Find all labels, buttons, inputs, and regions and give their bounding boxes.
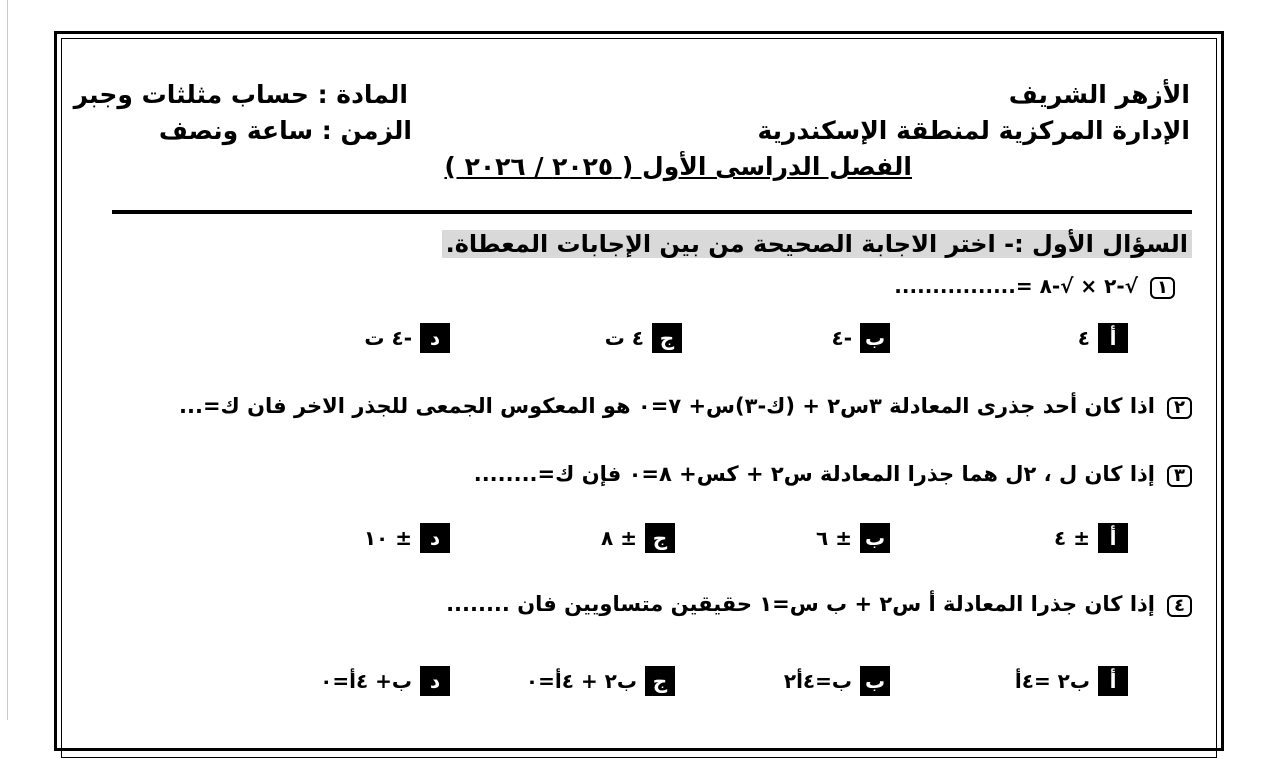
option-c[interactable] [526, 666, 675, 696]
question-number: ٢ [1167, 397, 1192, 419]
option-letter: ج [645, 666, 675, 696]
option-a[interactable] [1015, 666, 1128, 696]
option-text: ± ٦ [816, 526, 852, 550]
question-3 [474, 464, 1192, 487]
option-b[interactable] [831, 323, 890, 353]
question-number: ٤ [1167, 595, 1192, 617]
question-text: إذا كان جذرا المعادلة أ س٢ + ب س=١ حقيقين متساويين فان ........ [446, 592, 1155, 616]
option-text: ب٢ =٤أ [1014, 669, 1090, 693]
option-text: ± ٤ [1054, 526, 1090, 550]
option-d[interactable] [364, 523, 450, 553]
question-text: √-٢ × √-٨ =................ [894, 274, 1138, 298]
option-letter: ج [652, 323, 682, 353]
option-c[interactable] [601, 523, 675, 553]
option-d[interactable] [364, 323, 450, 353]
option-letter: ب [860, 323, 890, 353]
option-text: ± ١٠ [363, 526, 412, 550]
option-letter: ج [645, 523, 675, 553]
option-letter: د [420, 523, 450, 553]
option-a[interactable] [1054, 523, 1128, 553]
header-time: الزمن : ساعة ونصف [158, 116, 412, 145]
header-dept: الإدارة المركزية لمنطقة الإسكندرية [757, 116, 1190, 145]
question-number: ١ [1150, 277, 1175, 299]
option-letter: د [420, 666, 450, 696]
page-edge [7, 0, 8, 720]
option-c[interactable] [605, 323, 682, 353]
header-org: الأزهر الشريف [1008, 80, 1190, 109]
option-text: -٤ [831, 326, 852, 350]
question-text: إذا كان ل ، ٢ل هما جذرا المعادلة س٢ + كس+ ٨=٠ فإن ك=........ [473, 462, 1155, 486]
header-subject: المادة : حساب مثلثات وجبر [73, 80, 408, 109]
option-text: ب=٤أ٢ [783, 669, 852, 693]
header-divider [112, 210, 1192, 214]
option-letter: أ [1098, 523, 1128, 553]
question-4 [446, 594, 1192, 617]
question-number: ٣ [1167, 465, 1192, 487]
option-letter: أ [1098, 323, 1128, 353]
option-text: ٤ ت [604, 326, 644, 350]
option-text: ٤ [1077, 326, 1090, 350]
option-letter: ب [860, 666, 890, 696]
option-text: ± ٨ [601, 526, 637, 550]
header-term: الفصل الدراسى الأول ( ٢٠٢٥ / ٢٠٢٦ ) [444, 152, 912, 181]
option-a[interactable] [1078, 323, 1128, 353]
option-letter: أ [1098, 666, 1128, 696]
question-2 [179, 396, 1192, 419]
question-title: السؤال الأول :- اختر الاجابة الصحيحة من بين الإجابات المعطاة. [442, 230, 1192, 258]
option-b[interactable] [784, 666, 890, 696]
question-text: اذا كان أحد جذرى المعادلة ٣س٢ + (ك-٣)س+ ٧=٠ هو المعكوس الجمعى للجذر الاخر فان ك=... [179, 394, 1155, 418]
option-letter: ب [860, 523, 890, 553]
option-text: ب٢ + ٤أ=٠ [525, 669, 637, 693]
option-letter: د [420, 323, 450, 353]
question-1 [894, 276, 1175, 299]
option-d[interactable] [320, 666, 450, 696]
option-text: ب+ ٤أ=٠ [320, 669, 412, 693]
option-b[interactable] [816, 523, 890, 553]
option-text: -٤ ت [364, 326, 412, 350]
